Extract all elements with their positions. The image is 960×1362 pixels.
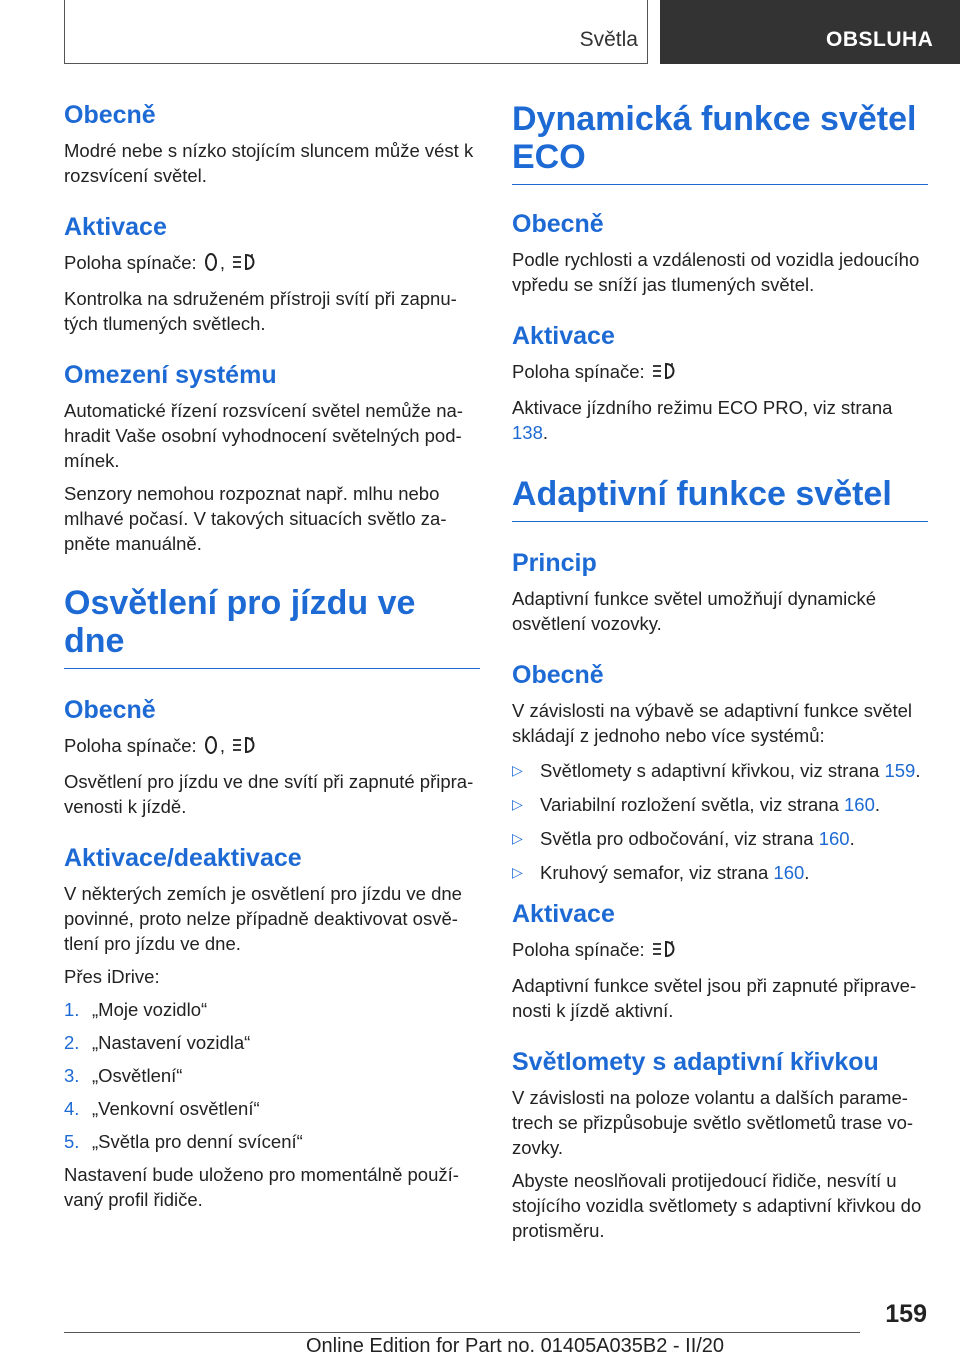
- list-item: [64, 1129, 480, 1154]
- item-text: Světlomety s adaptivní křivkou, viz strana: [540, 760, 885, 781]
- heading-aktivace: Aktivace: [64, 213, 167, 241]
- item-end: .: [804, 862, 810, 883]
- item-text: Kruhový semafor, viz strana: [540, 862, 774, 883]
- switch-auto-icon: [232, 735, 258, 761]
- item-end: .: [874, 794, 881, 815]
- heading-eco-obecne: Obecně: [512, 210, 604, 238]
- heading-aktivace-deaktivace: Aktivace/deaktivace: [64, 844, 302, 872]
- princip-text: Adaptivní funkce světel umožňují dynamické osvětlení vozovky.: [512, 588, 877, 634]
- switch-position-line-eco: [512, 359, 928, 387]
- left-column: [64, 100, 480, 1212]
- switch-zero-icon: [204, 252, 218, 278]
- adaptive-systems-list: [512, 758, 928, 885]
- footer-edition: Online Edition for Part no. 01405A035B2 - II/20: [306, 1335, 725, 1357]
- svetlomety-text-2: Abyste neoslňovali protijedoucí řidiče, nesvítí u stojícího vozidla světlomety s adaptivní křivkou do protisměru.: [512, 1170, 922, 1241]
- switch-position-line-adaptive: [512, 937, 928, 965]
- heading-omezeni: Omezení systému: [64, 361, 277, 389]
- page-number: 159: [885, 1300, 927, 1328]
- switch-auto-icon: [232, 252, 258, 278]
- svetlomety-text-1: V závislosti na poloze volantu a dalších parame‐trech se přizpůsobuje světlo světlometů trase vo‐zovky.: [512, 1087, 914, 1158]
- step-text: „Moje vozidlo“: [92, 999, 208, 1020]
- heading-obecne-2: Obecně: [64, 696, 156, 724]
- switch-label: Poloha spínače:: [512, 939, 645, 960]
- eco-aktivace-text-before: Aktivace jízdního režimu ECO PRO, viz strana: [512, 397, 893, 418]
- step-number: 5.: [64, 1131, 80, 1152]
- aktivace-text: Kontrolka na sdruženém přístroji svítí při zapnu‐tých tlumených světlech.: [64, 288, 457, 334]
- idrive-label: Přes iDrive:: [64, 966, 160, 987]
- heading-svetlomety: Světlomety s adaptivní křivkou: [512, 1048, 879, 1076]
- list-item: [64, 1096, 480, 1121]
- step-number: 4.: [64, 1098, 80, 1119]
- heading-princip: Princip: [512, 549, 597, 577]
- title-eco: Dynamická funkce světel ECO: [512, 100, 928, 185]
- header-box: [64, 0, 648, 64]
- page-ref-link[interactable]: 160: [844, 794, 875, 815]
- section-title: Světla: [579, 28, 638, 51]
- omezeni-text-1: Automatické řízení rozsvícení světel nemůže na‐hradit Vaše osobní vyhodnocení světelných pod‐mínek.: [64, 400, 463, 471]
- aktdeakt-closing: Nastavení bude uloženo pro momentálně použí‐vaný profil řidiče.: [64, 1164, 459, 1210]
- bullet-triangle-icon: ▷: [512, 830, 523, 846]
- heading-eco-aktivace: Aktivace: [512, 322, 615, 350]
- list-item: [512, 826, 928, 851]
- list-item: [64, 1030, 480, 1055]
- obecne-2-text: Osvětlení pro jízdu ve dne svítí při zapnuté připra‐venosti k jízdě.: [64, 771, 474, 817]
- step-number: 3.: [64, 1065, 80, 1086]
- heading-ad-obecne: Obecně: [512, 661, 604, 689]
- step-number: 2.: [64, 1032, 80, 1053]
- switch-label: Poloha spínače:: [64, 735, 197, 756]
- bullet-triangle-icon: ▷: [512, 864, 523, 880]
- bullet-triangle-icon: ▷: [512, 796, 523, 812]
- idrive-steps: [64, 997, 480, 1154]
- obecne-text: Modré nebe s nízko stojícím sluncem může vést k rozsvícení světel.: [64, 140, 474, 186]
- list-item: [512, 860, 928, 885]
- list-item: [512, 792, 928, 817]
- item-text: Světla pro odbočování, viz strana: [540, 828, 819, 849]
- switch-position-line-2: [64, 733, 480, 761]
- heading-ad-aktivace: Aktivace: [512, 900, 615, 928]
- title-osvetleni: Osvětlení pro jízdu ve dne: [64, 584, 480, 669]
- omezeni-text-2: Senzory nemohou rozpoznat např. mlhu nebo mlhavé počasí. V takových situacích světlo za‐pněte manuálně.: [64, 483, 447, 554]
- right-column: [512, 100, 928, 1243]
- chapter-tab-label: OBSLUHA: [826, 28, 934, 51]
- switch-auto-icon: [652, 939, 678, 965]
- page-ref-link[interactable]: 160: [773, 862, 805, 883]
- aktdeakt-text: V některých zemích je osvětlení pro jízdu ve dne povinné, proto nelze případně deaktivovat osvě‐tlení pro jízdu ve dne.: [64, 883, 462, 954]
- step-number: 1.: [64, 999, 80, 1020]
- bullet-triangle-icon: ▷: [512, 762, 523, 778]
- item-end: .: [915, 760, 921, 781]
- step-text: „Venkovní osvětlení“: [92, 1098, 260, 1119]
- item-end: .: [849, 828, 855, 849]
- step-text: „Osvětlení“: [92, 1065, 183, 1086]
- switch-label: Poloha spínače:: [512, 361, 645, 382]
- separator: ,: [219, 735, 225, 756]
- heading-obecne: Obecně: [64, 101, 156, 129]
- ad-obecne-text: V závislosti na výbavě se adaptivní funkce světel skládají z jednoho nebo více systémů:: [512, 700, 913, 746]
- list-item: [64, 1063, 480, 1088]
- separator: ,: [219, 252, 225, 273]
- list-item: [64, 997, 480, 1022]
- title-adaptive: Adaptivní funkce světel: [512, 475, 928, 522]
- switch-zero-icon: [204, 735, 218, 761]
- item-text: Variabilní rozložení světla, viz strana: [540, 794, 845, 815]
- switch-auto-icon: [652, 361, 678, 387]
- page-ref-link[interactable]: 159: [884, 760, 916, 781]
- eco-obecne-text: Podle rychlosti a vzdálenosti od vozidla jedoucího vpředu se sníží jas tlumených světel.: [512, 249, 920, 295]
- list-item: [512, 758, 928, 783]
- eco-aktivace-text: [512, 395, 928, 445]
- chapter-tab: [660, 0, 960, 64]
- page-ref-link[interactable]: 138: [512, 422, 543, 443]
- page-ref-link[interactable]: 160: [818, 828, 850, 849]
- footer-divider: [64, 1332, 860, 1333]
- switch-position-line: [64, 250, 480, 278]
- switch-label: Poloha spínače:: [64, 252, 197, 273]
- step-text: „Nastavení vozidla“: [92, 1032, 251, 1053]
- ad-aktivace-text: Adaptivní funkce světel jsou při zapnuté připrave‐nosti k jízdě aktivní.: [512, 975, 917, 1021]
- step-text: „Světla pro denní svícení“: [92, 1131, 303, 1152]
- eco-aktivace-text-after: .: [542, 422, 549, 443]
